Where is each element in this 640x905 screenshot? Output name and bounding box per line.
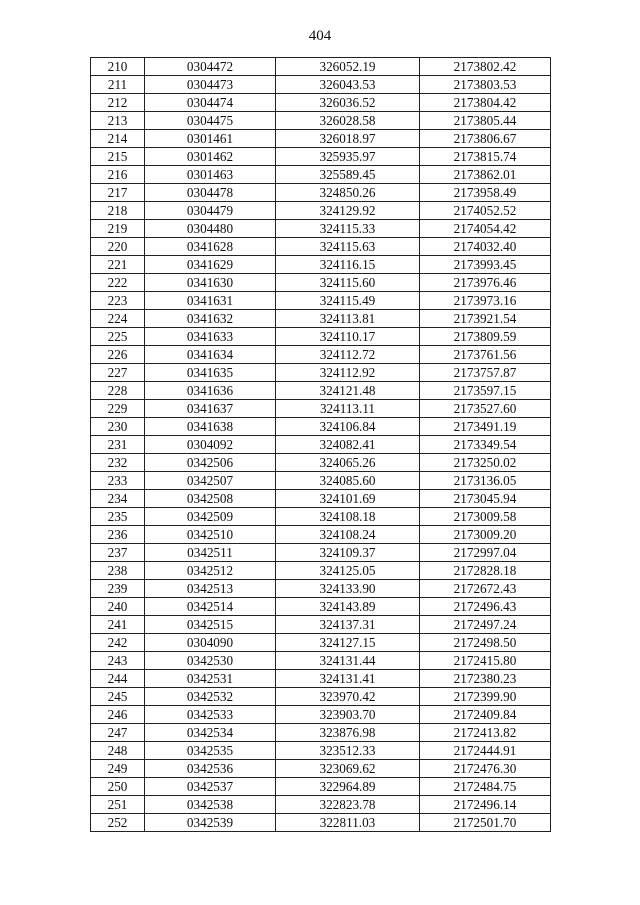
- point-id-cell: 0341630: [145, 274, 276, 292]
- y-coordinate-cell: 2172399.90: [420, 688, 551, 706]
- point-id-cell: 0342539: [145, 814, 276, 832]
- table-row: [91, 166, 551, 184]
- table-row: [91, 688, 551, 706]
- point-id-cell: 0341638: [145, 418, 276, 436]
- row-number-cell: 220: [91, 238, 145, 256]
- x-coordinate-cell: 324131.44: [276, 652, 420, 670]
- row-number-cell: 210: [91, 58, 145, 76]
- y-coordinate-cell: 2172413.82: [420, 724, 551, 742]
- x-coordinate-cell: 322811.03: [276, 814, 420, 832]
- row-number-cell: 224: [91, 310, 145, 328]
- y-coordinate-cell: 2173802.42: [420, 58, 551, 76]
- row-number-cell: 226: [91, 346, 145, 364]
- table-row: [91, 580, 551, 598]
- x-coordinate-cell: 325935.97: [276, 148, 420, 166]
- row-number-cell: 238: [91, 562, 145, 580]
- point-id-cell: 0342514: [145, 598, 276, 616]
- x-coordinate-cell: 323512.33: [276, 742, 420, 760]
- point-id-cell: 0341633: [145, 328, 276, 346]
- table-row: [91, 724, 551, 742]
- row-number-cell: 223: [91, 292, 145, 310]
- x-coordinate-cell: 326043.53: [276, 76, 420, 94]
- row-number-cell: 241: [91, 616, 145, 634]
- table-row: [91, 490, 551, 508]
- y-coordinate-cell: 2172501.70: [420, 814, 551, 832]
- x-coordinate-cell: 326052.19: [276, 58, 420, 76]
- row-number-cell: 225: [91, 328, 145, 346]
- y-coordinate-cell: 2172496.14: [420, 796, 551, 814]
- table-row: [91, 184, 551, 202]
- x-coordinate-cell: 324125.05: [276, 562, 420, 580]
- row-number-cell: 221: [91, 256, 145, 274]
- row-number-cell: 252: [91, 814, 145, 832]
- row-number-cell: 247: [91, 724, 145, 742]
- table-row: [91, 202, 551, 220]
- y-coordinate-cell: 2173009.20: [420, 526, 551, 544]
- point-id-cell: 0342510: [145, 526, 276, 544]
- row-number-cell: 244: [91, 670, 145, 688]
- table-row: [91, 436, 551, 454]
- y-coordinate-cell: 2173958.49: [420, 184, 551, 202]
- x-coordinate-cell: 324112.72: [276, 346, 420, 364]
- point-id-cell: 0341629: [145, 256, 276, 274]
- point-id-cell: 0342530: [145, 652, 276, 670]
- point-id-cell: 0304480: [145, 220, 276, 238]
- row-number-cell: 240: [91, 598, 145, 616]
- x-coordinate-cell: 323903.70: [276, 706, 420, 724]
- point-id-cell: 0304479: [145, 202, 276, 220]
- table-row: [91, 598, 551, 616]
- x-coordinate-cell: 324133.90: [276, 580, 420, 598]
- table-row: [91, 454, 551, 472]
- y-coordinate-cell: 2173804.42: [420, 94, 551, 112]
- table-row: [91, 58, 551, 76]
- y-coordinate-cell: 2173809.59: [420, 328, 551, 346]
- table-row: [91, 544, 551, 562]
- x-coordinate-cell: 324082.41: [276, 436, 420, 454]
- table-row: [91, 472, 551, 490]
- row-number-cell: 212: [91, 94, 145, 112]
- y-coordinate-cell: 2173973.16: [420, 292, 551, 310]
- row-number-cell: 250: [91, 778, 145, 796]
- y-coordinate-cell: 2172497.24: [420, 616, 551, 634]
- row-number-cell: 232: [91, 454, 145, 472]
- x-coordinate-cell: 324115.60: [276, 274, 420, 292]
- row-number-cell: 235: [91, 508, 145, 526]
- y-coordinate-cell: 2172380.23: [420, 670, 551, 688]
- table-row: [91, 670, 551, 688]
- table-row: [91, 274, 551, 292]
- y-coordinate-cell: 2174052.52: [420, 202, 551, 220]
- y-coordinate-cell: 2173491.19: [420, 418, 551, 436]
- x-coordinate-cell: 324112.92: [276, 364, 420, 382]
- point-id-cell: 0342532: [145, 688, 276, 706]
- x-coordinate-cell: 324121.48: [276, 382, 420, 400]
- point-id-cell: 0342506: [145, 454, 276, 472]
- y-coordinate-cell: 2172828.18: [420, 562, 551, 580]
- y-coordinate-cell: 2174032.40: [420, 238, 551, 256]
- x-coordinate-cell: 323970.42: [276, 688, 420, 706]
- x-coordinate-cell: 324065.26: [276, 454, 420, 472]
- point-id-cell: 0304478: [145, 184, 276, 202]
- point-id-cell: 0304473: [145, 76, 276, 94]
- point-id-cell: 0341628: [145, 238, 276, 256]
- y-coordinate-cell: 2173805.44: [420, 112, 551, 130]
- x-coordinate-cell: 324108.18: [276, 508, 420, 526]
- row-number-cell: 231: [91, 436, 145, 454]
- point-id-cell: 0342509: [145, 508, 276, 526]
- page-number: 404: [308, 28, 332, 44]
- y-coordinate-cell: 2172409.84: [420, 706, 551, 724]
- table-row: [91, 526, 551, 544]
- y-coordinate-cell: 2172484.75: [420, 778, 551, 796]
- x-coordinate-cell: 326028.58: [276, 112, 420, 130]
- y-coordinate-cell: 2173045.94: [420, 490, 551, 508]
- x-coordinate-cell: 323069.62: [276, 760, 420, 778]
- point-id-cell: 0301463: [145, 166, 276, 184]
- point-id-cell: 0341634: [145, 346, 276, 364]
- x-coordinate-cell: 325589.45: [276, 166, 420, 184]
- y-coordinate-cell: 2172498.50: [420, 634, 551, 652]
- x-coordinate-cell: 324127.15: [276, 634, 420, 652]
- point-id-cell: 0342533: [145, 706, 276, 724]
- point-id-cell: 0301462: [145, 148, 276, 166]
- row-number-cell: 237: [91, 544, 145, 562]
- table-row: [91, 760, 551, 778]
- y-coordinate-cell: 2173527.60: [420, 400, 551, 418]
- y-coordinate-cell: 2173349.54: [420, 436, 551, 454]
- table-row: [91, 292, 551, 310]
- row-number-cell: 251: [91, 796, 145, 814]
- point-id-cell: 0304474: [145, 94, 276, 112]
- row-number-cell: 248: [91, 742, 145, 760]
- row-number-cell: 246: [91, 706, 145, 724]
- row-number-cell: 216: [91, 166, 145, 184]
- x-coordinate-cell: 323876.98: [276, 724, 420, 742]
- row-number-cell: 243: [91, 652, 145, 670]
- point-id-cell: 0304090: [145, 634, 276, 652]
- table-row: [91, 112, 551, 130]
- row-number-cell: 222: [91, 274, 145, 292]
- x-coordinate-cell: 324106.84: [276, 418, 420, 436]
- point-id-cell: 0342508: [145, 490, 276, 508]
- point-id-cell: 0341631: [145, 292, 276, 310]
- y-coordinate-cell: 2173009.58: [420, 508, 551, 526]
- table-row: [91, 256, 551, 274]
- y-coordinate-cell: 2173993.45: [420, 256, 551, 274]
- table-row: [91, 220, 551, 238]
- point-id-cell: 0341636: [145, 382, 276, 400]
- table-row: [91, 562, 551, 580]
- x-coordinate-cell: 324116.15: [276, 256, 420, 274]
- table-row: [91, 238, 551, 256]
- table-row: [91, 310, 551, 328]
- x-coordinate-cell: 324143.89: [276, 598, 420, 616]
- x-coordinate-cell: 324115.49: [276, 292, 420, 310]
- row-number-cell: 219: [91, 220, 145, 238]
- y-coordinate-cell: 2173597.15: [420, 382, 551, 400]
- point-id-cell: 0304092: [145, 436, 276, 454]
- table-row: [91, 364, 551, 382]
- x-coordinate-cell: 324129.92: [276, 202, 420, 220]
- table-row: [91, 328, 551, 346]
- y-coordinate-cell: 2173761.56: [420, 346, 551, 364]
- point-id-cell: 0342507: [145, 472, 276, 490]
- y-coordinate-cell: 2173136.05: [420, 472, 551, 490]
- y-coordinate-cell: 2173806.67: [420, 130, 551, 148]
- point-id-cell: 0342535: [145, 742, 276, 760]
- x-coordinate-cell: 324110.17: [276, 328, 420, 346]
- y-coordinate-cell: 2172476.30: [420, 760, 551, 778]
- table-row: [91, 778, 551, 796]
- point-id-cell: 0304472: [145, 58, 276, 76]
- point-id-cell: 0342536: [145, 760, 276, 778]
- point-id-cell: 0341635: [145, 364, 276, 382]
- y-coordinate-cell: 2172997.04: [420, 544, 551, 562]
- point-id-cell: 0342511: [145, 544, 276, 562]
- table-row: [91, 346, 551, 364]
- table-row: [91, 814, 551, 832]
- coordinates-table-body: [91, 58, 551, 832]
- x-coordinate-cell: 324113.11: [276, 400, 420, 418]
- point-id-cell: 0342513: [145, 580, 276, 598]
- y-coordinate-cell: 2173250.02: [420, 454, 551, 472]
- x-coordinate-cell: 324113.81: [276, 310, 420, 328]
- x-coordinate-cell: 326018.97: [276, 130, 420, 148]
- table-row: [91, 382, 551, 400]
- x-coordinate-cell: 322964.89: [276, 778, 420, 796]
- table-row: [91, 706, 551, 724]
- row-number-cell: 242: [91, 634, 145, 652]
- x-coordinate-cell: 326036.52: [276, 94, 420, 112]
- row-number-cell: 239: [91, 580, 145, 598]
- y-coordinate-cell: 2172496.43: [420, 598, 551, 616]
- row-number-cell: 218: [91, 202, 145, 220]
- row-number-cell: 214: [91, 130, 145, 148]
- x-coordinate-cell: 322823.78: [276, 796, 420, 814]
- x-coordinate-cell: 324108.24: [276, 526, 420, 544]
- point-id-cell: 0342537: [145, 778, 276, 796]
- coordinates-table: [90, 57, 551, 832]
- x-coordinate-cell: 324850.26: [276, 184, 420, 202]
- x-coordinate-cell: 324137.31: [276, 616, 420, 634]
- row-number-cell: 228: [91, 382, 145, 400]
- table-row: [91, 634, 551, 652]
- table-row: [91, 400, 551, 418]
- x-coordinate-cell: 324115.63: [276, 238, 420, 256]
- point-id-cell: 0342531: [145, 670, 276, 688]
- y-coordinate-cell: 2173815.74: [420, 148, 551, 166]
- row-number-cell: 215: [91, 148, 145, 166]
- y-coordinate-cell: 2173803.53: [420, 76, 551, 94]
- table-row: [91, 616, 551, 634]
- point-id-cell: 0341632: [145, 310, 276, 328]
- table-row: [91, 418, 551, 436]
- y-coordinate-cell: 2173757.87: [420, 364, 551, 382]
- table-row: [91, 148, 551, 166]
- table-row: [91, 508, 551, 526]
- x-coordinate-cell: 324131.41: [276, 670, 420, 688]
- y-coordinate-cell: 2172415.80: [420, 652, 551, 670]
- table-row: [91, 76, 551, 94]
- y-coordinate-cell: 2173862.01: [420, 166, 551, 184]
- point-id-cell: 0342512: [145, 562, 276, 580]
- x-coordinate-cell: 324101.69: [276, 490, 420, 508]
- row-number-cell: 234: [91, 490, 145, 508]
- table-row: [91, 94, 551, 112]
- point-id-cell: 0342534: [145, 724, 276, 742]
- row-number-cell: 233: [91, 472, 145, 490]
- y-coordinate-cell: 2173921.54: [420, 310, 551, 328]
- point-id-cell: 0342538: [145, 796, 276, 814]
- row-number-cell: 236: [91, 526, 145, 544]
- row-number-cell: 213: [91, 112, 145, 130]
- x-coordinate-cell: 324109.37: [276, 544, 420, 562]
- row-number-cell: 217: [91, 184, 145, 202]
- row-number-cell: 245: [91, 688, 145, 706]
- x-coordinate-cell: 324085.60: [276, 472, 420, 490]
- y-coordinate-cell: 2172672.43: [420, 580, 551, 598]
- row-number-cell: 227: [91, 364, 145, 382]
- x-coordinate-cell: 324115.33: [276, 220, 420, 238]
- point-id-cell: 0304475: [145, 112, 276, 130]
- point-id-cell: 0341637: [145, 400, 276, 418]
- row-number-cell: 230: [91, 418, 145, 436]
- y-coordinate-cell: 2172444.91: [420, 742, 551, 760]
- row-number-cell: 229: [91, 400, 145, 418]
- point-id-cell: 0301461: [145, 130, 276, 148]
- table-row: [91, 742, 551, 760]
- y-coordinate-cell: 2173976.46: [420, 274, 551, 292]
- table-row: [91, 652, 551, 670]
- table-row: [91, 796, 551, 814]
- y-coordinate-cell: 2174054.42: [420, 220, 551, 238]
- table-row: [91, 130, 551, 148]
- point-id-cell: 0342515: [145, 616, 276, 634]
- row-number-cell: 249: [91, 760, 145, 778]
- row-number-cell: 211: [91, 76, 145, 94]
